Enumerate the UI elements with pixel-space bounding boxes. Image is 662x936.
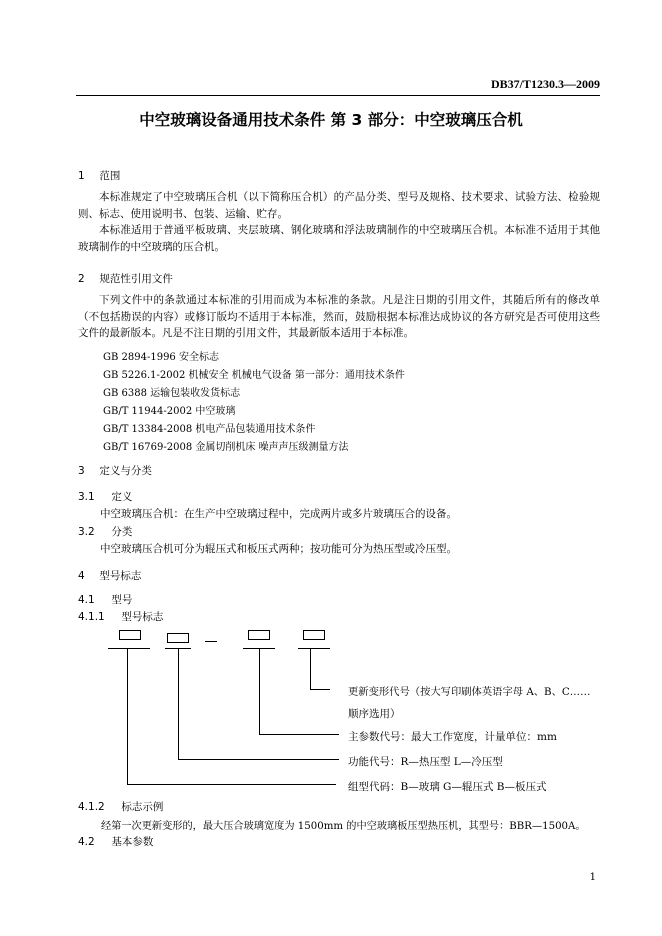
section-number: 4.1.2	[78, 801, 105, 813]
section-number: 3	[78, 465, 85, 477]
section-title: 规范性引用文件	[99, 273, 173, 285]
leader-group-horizontal	[127, 784, 336, 785]
dash-separator	[205, 641, 217, 642]
reference-item: GB/T 13384-2008 机电产品包装通用技术条件	[103, 424, 316, 435]
section-title: 基本参数	[111, 836, 154, 848]
code-box-function	[167, 633, 189, 643]
section-title: 标志示例	[121, 801, 164, 813]
code-box-parameter	[248, 630, 270, 640]
underline-change	[298, 648, 330, 649]
section-number: 4.1	[78, 594, 95, 606]
label-group-code: 组型代码：B—玻璃 G—辊压式 B—板压式	[348, 781, 547, 793]
section-title: 型号	[111, 594, 133, 606]
subsection-4-1-2-heading	[78, 799, 163, 814]
section-2-heading	[78, 271, 173, 286]
section-title: 型号标志	[99, 570, 142, 582]
section-2-paragraph: 下列文件中的条款通过本标准的引用而成为本标准的条款。凡是注日期的引用文件，其随后所有的修改单（不包括勘误的内容）或修订版均不适用于本标准，然而，鼓励根据本标准达成协议的各方研究是否可使用这些文件的最新版本。凡是不注日期的引用文件，其最新版本适用于本标准。	[78, 294, 600, 339]
section-number: 3.2	[78, 526, 95, 538]
reference-item: GB 2894-1996 安全标志	[103, 352, 219, 363]
reference-item: GB 5226.1-2002 机械安全 机械电气设备 第一部分：通用技术条件	[103, 370, 405, 381]
section-title: 型号标志	[121, 611, 164, 623]
page-number: 1	[589, 872, 596, 883]
leader-function-horizontal	[178, 759, 339, 760]
section-title: 定义	[111, 491, 133, 503]
subsection-4-1-1-heading	[78, 609, 163, 624]
designation-example-text: 经第一次更新变形的，最大压合玻璃宽度为 1500mm 的中空玻璃板压型热压机，其型号：BBR—1500A。	[101, 821, 586, 832]
label-change-code: 更新变形代号（按大写印刷体英语字母 A、B、C……	[348, 686, 591, 698]
section-4-heading	[78, 568, 141, 583]
label-function-code: 功能代号：R—热压型 L—冷压型	[348, 756, 503, 768]
leader-change-vertical	[310, 648, 311, 690]
leader-parameter-horizontal	[259, 734, 339, 735]
reference-item: GB 6388 运输包装收发货标志	[103, 388, 241, 399]
header-rule	[76, 95, 600, 96]
section-1-paragraph-1: 本标准规定了中空玻璃压合机（以下简称压合机）的产品分类、型号及规格、技术要求、试验方法、检验规则、标志、使用说明书、包装、运输、贮存。	[78, 191, 600, 220]
leader-parameter-vertical	[259, 648, 260, 735]
section-number: 2	[78, 273, 85, 285]
section-number: 4.1.1	[78, 611, 105, 623]
section-3-heading	[78, 463, 152, 478]
underline-group	[108, 648, 150, 649]
section-title: 分类	[111, 526, 133, 538]
section-1-heading	[78, 168, 120, 183]
leader-change-horizontal	[310, 689, 330, 690]
document-number: DB37/T1230.3—2009	[490, 77, 600, 91]
leader-group-vertical	[127, 648, 128, 785]
label-change-code-cont: 顺序选用）	[348, 708, 401, 720]
section-number: 4	[78, 570, 85, 582]
subsection-4-1-heading	[78, 592, 132, 607]
section-number: 4.2	[78, 836, 95, 848]
classification-text: 中空玻璃压合机可分为辊压式和板压式两种；按功能可分为热压型或冷压型。	[100, 543, 457, 555]
reference-item: GB/T 16769-2008 金属切削机床 噪声声压级测量方法	[103, 442, 349, 453]
section-number: 3.1	[78, 491, 95, 503]
section-title: 范围	[99, 170, 121, 182]
reference-item: GB/T 11944-2002 中空玻璃	[103, 406, 236, 417]
leader-function-vertical	[178, 648, 179, 760]
code-box-group	[119, 630, 141, 640]
section-1-paragraph-2: 本标准适用于普通平板玻璃、夹层玻璃、钢化玻璃和浮法玻璃制作的中空玻璃压合机。本标准不适用于其他玻璃制作的中空玻璃的压合机。	[78, 224, 600, 253]
code-box-change	[303, 630, 325, 640]
section-title: 定义与分类	[99, 465, 152, 477]
subsection-4-2-heading	[78, 834, 153, 849]
section-number: 1	[78, 170, 85, 182]
document-title: 中空玻璃设备通用技术条件 第 3 部分：中空玻璃压合机	[139, 111, 523, 129]
subsection-3-1-heading	[78, 489, 132, 504]
definition-text: 中空玻璃压合机：在生产中空玻璃过程中，完成两片或多片玻璃压合的设备。	[100, 508, 457, 520]
subsection-3-2-heading	[78, 524, 132, 539]
label-parameter-code: 主参数代号：最大工作宽度，计量单位：mm	[348, 731, 557, 743]
